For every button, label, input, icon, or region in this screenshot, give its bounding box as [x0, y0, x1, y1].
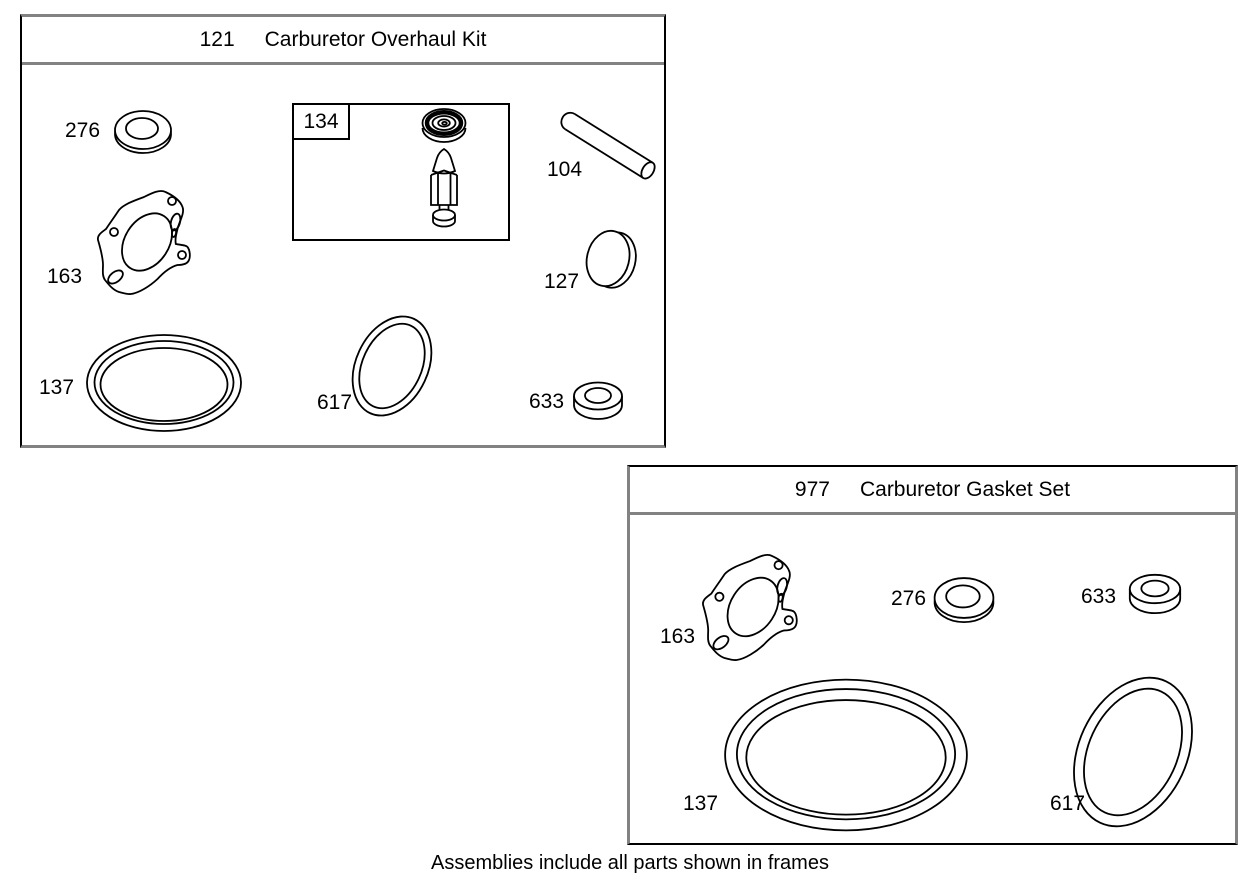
washer-276-drawing: [115, 111, 171, 153]
bowl-gasket-drawing: [87, 335, 241, 431]
part-label-127: 127: [544, 270, 580, 293]
part-label-137: 137: [683, 792, 719, 815]
part-label-617: 617: [317, 391, 353, 414]
frame-overhaul-kit: [20, 14, 666, 448]
frame-gasket-set: [627, 465, 1238, 845]
gasket-set-art: [630, 467, 1235, 843]
overhaul-kit-number: 121: [199, 27, 235, 51]
part-label-633: 633: [529, 390, 565, 413]
washer-276-drawing: [935, 578, 994, 622]
part-label-276: 276: [891, 587, 927, 610]
bowl-gasket-drawing: [725, 680, 967, 831]
welch-plug-drawing: [581, 226, 642, 292]
part-label-276: 276: [65, 119, 101, 142]
seal-drawing: [574, 383, 622, 420]
gasket-set-number: 977: [794, 477, 830, 501]
inner-frame-134-label: 134: [294, 105, 350, 140]
part-label-617: 617: [1050, 792, 1086, 815]
seal-drawing: [1130, 575, 1180, 613]
part-label-633: 633: [1081, 585, 1117, 608]
mounting-gasket-drawing: [703, 555, 797, 660]
part-label-137: 137: [39, 376, 75, 399]
o-ring-drawing: [1051, 658, 1215, 843]
mounting-gasket-drawing: [98, 191, 190, 294]
o-ring-drawing: [337, 304, 446, 429]
part-label-163: 163: [660, 625, 696, 648]
gasket-set-header: [630, 467, 1235, 515]
inner-frame-134: [292, 103, 510, 241]
part-label-104: 104: [547, 158, 583, 181]
overhaul-kit-title: Carburetor Overhaul Kit: [264, 27, 487, 51]
assemblies-caption: Assemblies include all parts shown in frames: [431, 852, 829, 874]
gasket-set-title: Carburetor Gasket Set: [859, 477, 1071, 501]
overhaul-kit-header: [22, 17, 664, 65]
part-label-163: 163: [47, 265, 83, 288]
